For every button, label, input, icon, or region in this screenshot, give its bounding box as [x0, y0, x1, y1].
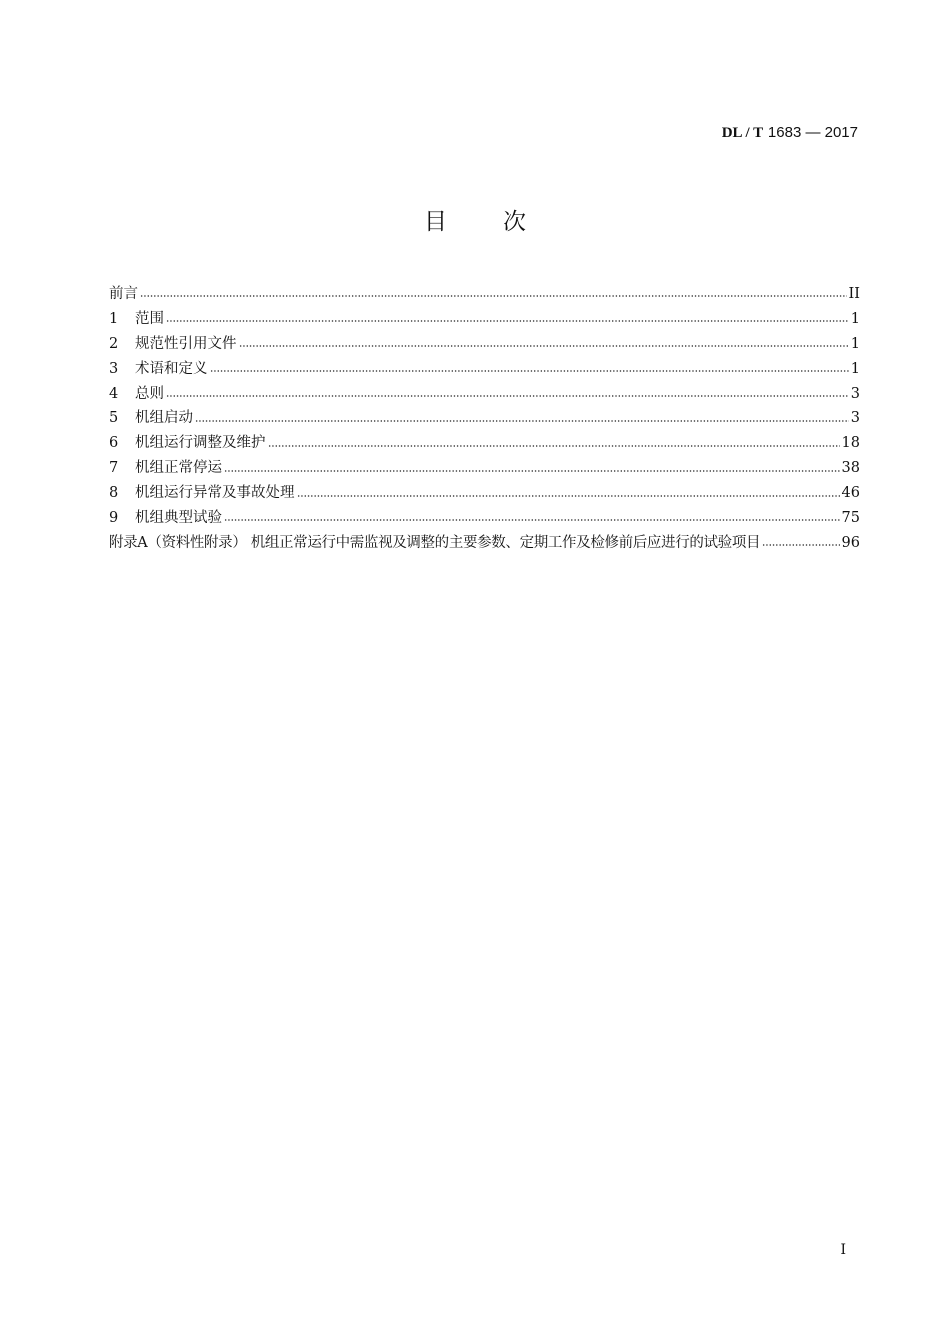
- toc-entry-label: 机组运行异常及事故处理: [135, 485, 295, 502]
- toc-dot-leader: [140, 295, 847, 297]
- toc-entry-8[interactable]: [109, 481, 860, 506]
- standard-code-number: 1683 — 2017: [767, 124, 858, 141]
- toc-dot-leader: [297, 495, 840, 497]
- toc-entry-page: 3: [850, 410, 860, 427]
- toc-entry-6[interactable]: [109, 431, 860, 456]
- standard-code-prefix: DL / T: [721, 125, 764, 141]
- toc-entry-label: 附录A（资料性附录） 机组正常运行中需监视及调整的主要参数、定期工作及检修前后应进行的试验项目: [109, 534, 761, 551]
- toc-entry-page: 75: [841, 510, 860, 527]
- toc-entry-1[interactable]: [109, 307, 860, 332]
- toc-entry-label: 前言: [109, 286, 138, 302]
- toc-dot-leader: [224, 519, 840, 521]
- toc-dot-leader: [224, 470, 840, 472]
- toc-entry-appendix-a[interactable]: [109, 531, 860, 556]
- toc-entry-label: 机组运行调整及维护: [135, 435, 266, 452]
- toc-dot-leader: [239, 345, 849, 347]
- toc-entry-number: 2: [109, 335, 119, 352]
- toc-entry-label: 总则: [135, 385, 164, 402]
- toc-entry-page: 1: [850, 335, 860, 352]
- toc-entry-label: 术语和定义: [135, 360, 208, 377]
- toc-entry-number: 5: [109, 410, 119, 427]
- toc-entry-number: 6: [109, 435, 119, 452]
- toc-dot-leader: [210, 370, 849, 372]
- toc-entry-3[interactable]: [109, 357, 860, 382]
- toc-entry-page: 96: [841, 534, 860, 551]
- toc-entry-7[interactable]: [109, 456, 860, 481]
- toc-entry-number: 7: [109, 460, 119, 477]
- toc-entry-label: 机组启动: [135, 410, 193, 427]
- toc-entry-label: 机组正常停运: [135, 460, 222, 477]
- toc-entry-page: 38: [841, 460, 860, 477]
- toc-entry-page: 3: [850, 385, 860, 402]
- toc-entry-2[interactable]: [109, 332, 860, 357]
- toc-entry-page: 1: [850, 360, 860, 377]
- toc-dot-leader: [166, 395, 849, 397]
- toc-dot-leader: [166, 320, 849, 322]
- toc-dot-leader: [195, 420, 849, 422]
- toc-entry-number: 9: [109, 510, 119, 527]
- toc-entry-label: 机组典型试验: [135, 510, 222, 527]
- toc-entry-page: II: [848, 286, 860, 302]
- toc-entry-page: 46: [841, 485, 860, 502]
- toc-title: 目次: [424, 209, 582, 235]
- toc-entry-preface[interactable]: [109, 282, 860, 307]
- toc-dot-leader: [268, 445, 840, 447]
- toc-entry-5[interactable]: [109, 406, 860, 431]
- toc-entry-number: 4: [109, 385, 119, 402]
- page-number: I: [840, 1242, 846, 1258]
- toc-dot-leader: [762, 544, 839, 546]
- toc-list: [109, 282, 860, 556]
- toc-entry-9[interactable]: [109, 506, 860, 531]
- toc-entry-4[interactable]: [109, 382, 860, 407]
- toc-entry-label: 规范性引用文件: [135, 335, 237, 352]
- toc-entry-label: 范围: [135, 310, 164, 327]
- standard-code: [722, 123, 858, 142]
- toc-entry-number: 3: [109, 360, 119, 377]
- toc-entry-number: 1: [109, 310, 119, 327]
- toc-entry-page: 18: [841, 435, 860, 452]
- toc-entry-page: 1: [850, 310, 860, 327]
- toc-entry-number: 8: [109, 485, 119, 502]
